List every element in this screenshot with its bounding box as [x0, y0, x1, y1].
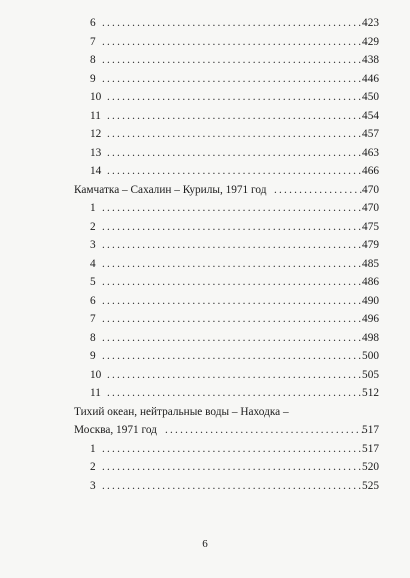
toc-page-number: 517 [362, 442, 379, 455]
dot-leader: .................................................... [102, 479, 364, 492]
toc-entry-label: 11 [90, 387, 101, 399]
toc-subentry [74, 144, 379, 163]
toc-page-number: 457 [362, 128, 379, 140]
toc-entry-label: 9 [90, 72, 96, 85]
toc-entry-label: 1 [90, 442, 96, 455]
toc-entry-label: 11 [90, 109, 101, 122]
toc-page-number: 423 [362, 17, 379, 29]
toc-page-number: 520 [362, 461, 379, 473]
toc-subentry [74, 255, 379, 274]
toc-page-number: 470 [362, 202, 379, 214]
dot-leader: .................................................... [102, 257, 364, 270]
table-of-contents [74, 14, 379, 495]
toc-page-number: 450 [362, 91, 379, 103]
dot-leader: .................................................... [102, 331, 364, 344]
toc-entry-label: 7 [90, 313, 96, 325]
toc-subentry [74, 440, 379, 459]
toc-page-number: 496 [362, 313, 379, 325]
toc-entry-label: 5 [90, 276, 96, 288]
toc-page-number: 475 [362, 220, 379, 233]
toc-subentry [74, 33, 379, 52]
toc-page-number: 446 [362, 72, 379, 85]
toc-page-number: 466 [362, 165, 379, 177]
toc-entry-label: 10 [90, 368, 102, 381]
toc-page-number: 463 [362, 146, 379, 159]
toc-subentry [74, 458, 379, 477]
toc-entry-label: 10 [90, 91, 102, 103]
toc-page-number: 490 [362, 294, 379, 307]
toc-page-number: 429 [362, 35, 379, 48]
toc-entry-label: Москва, 1971 год [74, 424, 157, 436]
toc-entry-label: Тихий океан, нейтральные воды – Находка – [74, 405, 289, 418]
toc-entry-label: 9 [90, 350, 96, 362]
toc-entry-label: 6 [90, 294, 96, 307]
dot-leader: .................. [274, 183, 365, 196]
toc-subentry [74, 384, 379, 403]
toc-subentry [74, 51, 379, 70]
dot-leader: .................................................... [102, 35, 364, 48]
toc-entry-label: 2 [90, 220, 96, 233]
toc-entry-label: 14 [90, 165, 102, 177]
toc-subentry [74, 236, 379, 255]
dot-leader: .................................................... [102, 54, 364, 66]
dot-leader: .................................................... [102, 202, 364, 214]
toc-section-entry [74, 421, 379, 440]
dot-leader: ................................................... [107, 165, 364, 177]
toc-subentry [74, 292, 379, 311]
dot-leader: .................................................... [102, 442, 364, 455]
toc-entry-label: Камчатка – Сахалин – Курилы, 1971 год [74, 183, 267, 196]
dot-leader: ........................................ [165, 424, 366, 436]
dot-leader: ................................................... [107, 91, 364, 103]
toc-page-number: 470 [362, 183, 379, 196]
dot-leader: .................................................... [102, 72, 364, 85]
toc-subentry [74, 273, 379, 292]
toc-section-entry [74, 403, 379, 422]
toc-entry-label: 3 [90, 239, 96, 251]
toc-subentry [74, 107, 379, 126]
dot-leader: .................................................... [102, 461, 364, 473]
toc-entry-label: 8 [90, 331, 96, 344]
dot-leader: ................................................... [107, 109, 364, 122]
dot-leader: .................................................... [102, 350, 364, 362]
dot-leader: .................................................... [102, 294, 364, 307]
dot-leader: ................................................... [107, 368, 364, 381]
page-number: 6 [202, 538, 208, 550]
toc-subentry [74, 88, 379, 107]
toc-page-number: 512 [362, 387, 379, 399]
toc-page-number: 498 [362, 331, 379, 344]
toc-subentry [74, 310, 379, 329]
toc-subentry [74, 162, 379, 181]
toc-page-number: 438 [362, 54, 379, 66]
toc-subentry [74, 125, 379, 144]
dot-leader: .................................................... [102, 17, 364, 29]
toc-page-number: 525 [362, 479, 379, 492]
toc-page-number: 486 [362, 276, 379, 288]
toc-section-entry [74, 181, 379, 200]
toc-subentry [74, 70, 379, 89]
dot-leader: ................................................... [107, 128, 364, 140]
toc-subentry [74, 366, 379, 385]
toc-entry-label: 7 [90, 35, 96, 48]
toc-subentry [74, 347, 379, 366]
dot-leader: ................................................... [107, 146, 364, 159]
toc-subentry [74, 218, 379, 237]
toc-page-number: 517 [362, 424, 379, 436]
dot-leader: .................................................... [102, 239, 364, 251]
toc-entry-label: 6 [90, 17, 96, 29]
toc-entry-label: 2 [90, 461, 96, 473]
toc-entry-label: 1 [90, 202, 96, 214]
toc-subentry [74, 199, 379, 218]
toc-entry-label: 13 [90, 146, 102, 159]
toc-page-number: 454 [362, 109, 379, 122]
toc-entry-label: 3 [90, 479, 96, 492]
toc-subentry [74, 329, 379, 348]
toc-page-number: 479 [362, 239, 379, 251]
toc-page-number: 485 [362, 257, 379, 270]
toc-subentry [74, 477, 379, 496]
dot-leader: .................................................... [102, 220, 364, 233]
dot-leader: .................................................... [102, 276, 364, 288]
toc-entry-label: 8 [90, 54, 96, 66]
dot-leader: .................................................... [102, 313, 364, 325]
toc-page-number: 500 [362, 350, 379, 362]
toc-subentry [74, 14, 379, 33]
toc-entry-label: 12 [90, 128, 102, 140]
toc-page-number: 505 [362, 368, 379, 381]
toc-entry-label: 4 [90, 257, 96, 270]
dot-leader: ................................................... [107, 387, 364, 399]
